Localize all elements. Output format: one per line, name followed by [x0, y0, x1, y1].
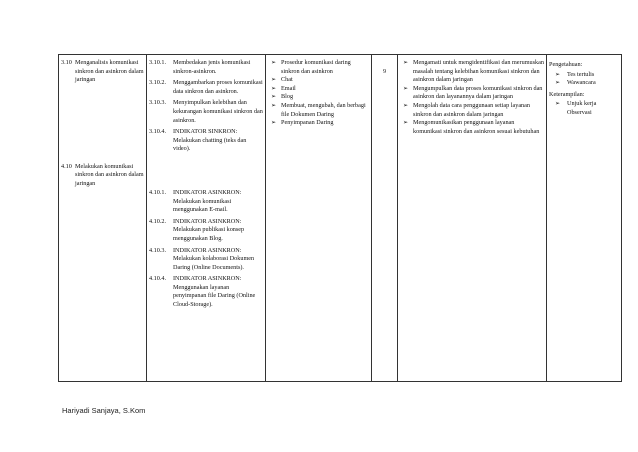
penilaian-item [549, 100, 619, 117]
indikator-number: 3.10.3. [149, 99, 167, 107]
footer-author: Hariyadi Sanjaya, S.Kom [62, 406, 146, 415]
pengetahuan-list [549, 71, 619, 88]
indikator-cell [147, 55, 266, 382]
indikator-text: INDIKATOR ASINKRON: Melakukan publikasi konsep menggunakan Blog. [173, 217, 245, 242]
silabus-table [58, 54, 622, 382]
kegiatan-cell [398, 55, 547, 382]
kompetensi-dasar-cell [59, 55, 147, 382]
kd-item [61, 163, 144, 189]
arrow-bullet-icon: ➢ [555, 71, 561, 78]
materi-text: Penyimpanan Daring [281, 119, 334, 127]
indikator-text: INDIKATOR ASINKRON: Melakukan kolaborasi Dokumen Daring (Online Documents). [173, 246, 255, 271]
kd-text: Menganalisis komunikasi sinkron dan asinkron dalam jaringan [75, 59, 144, 84]
materi-item [268, 102, 369, 119]
indikator-item [149, 59, 263, 76]
pengetahuan-label: Pengetahuan: [549, 61, 583, 68]
kd-number: 4.10 [61, 162, 72, 170]
alokasi-waktu-value: 9 [382, 68, 387, 75]
materi-text: Blog [281, 93, 294, 101]
materi-item [268, 93, 369, 102]
kegiatan-list [400, 59, 544, 136]
materi-cell [266, 55, 372, 382]
arrow-bullet-icon: ➢ [403, 102, 409, 109]
kegiatan-item [400, 85, 544, 102]
penilaian-text: Unjuk kerja Observasi [567, 100, 597, 116]
kegiatan-text: Mengomunikasikan penggunaan layanan komunikasi sinkron dan asinkron sesuai kebutuhan [413, 119, 540, 135]
kd-number: 3.10 [61, 59, 72, 66]
indikator-number: 4.10.4. [149, 275, 167, 283]
keterampilan-list [549, 100, 619, 117]
indikator-number: 4.10.2. [149, 217, 167, 225]
kegiatan-item [400, 119, 544, 136]
kd-text: Melakukan komunikasi sinkron dan asinkron dalam jaringan [75, 162, 144, 187]
kd-item [61, 59, 144, 85]
kegiatan-text: Mengolah data cara penggunaan setiap layanan sinkron dan asinkron dalam jaringan [413, 101, 530, 118]
arrow-bullet-icon: ➢ [403, 60, 409, 66]
materi-item [268, 85, 369, 94]
kegiatan-text: Mengamati untuk mengidentifikasi dan merumuskan masalah tentang kelebihan komunikasi sinkron dan asinkron dalam jaringan [413, 59, 544, 84]
materi-item [268, 76, 369, 85]
indikator-list [149, 59, 263, 310]
arrow-bullet-icon: ➢ [403, 85, 409, 92]
indikator-number: 4.10.3. [149, 246, 167, 254]
indikator-item [149, 99, 263, 125]
arrow-bullet-icon: ➢ [271, 120, 277, 127]
keterampilan-label: Keterampilan: [549, 90, 585, 98]
indikator-text: INDIKATOR ASINKRON: Melakukan komunikasi menggunakan E-mail. [173, 188, 242, 214]
arrow-bullet-icon: ➢ [555, 101, 561, 108]
indikator-item [149, 247, 263, 273]
indikator-item [149, 275, 263, 309]
indikator-text: INDIKATOR ASINKRON: Menggunakan layanan penyimpanan file Daring (Online Cloud-Storage). [173, 275, 256, 309]
table-row [59, 55, 622, 382]
indikator-item [149, 128, 263, 154]
indikator-item [149, 79, 263, 96]
indikator-number: 3.10.2. [149, 79, 167, 87]
materi-item [268, 59, 369, 76]
penilaian-item [549, 71, 619, 80]
kegiatan-text: Mengumpulkan data proses komunikasi sinkron dan asinkron dan layanannya dalam jaringan [413, 84, 543, 101]
arrow-bullet-icon: ➢ [403, 120, 409, 127]
penilaian-item [549, 79, 619, 88]
arrow-bullet-icon: ➢ [271, 94, 277, 101]
indikator-text: INDIKATOR SINKRON: Melakukan chatting (teks dan video). [173, 128, 247, 153]
materi-text: Chat [281, 76, 293, 84]
indikator-number: 3.10.1. [149, 59, 167, 66]
penilaian-text: Tes tertulis [567, 70, 595, 78]
arrow-bullet-icon: ➢ [555, 80, 561, 87]
materi-text: Email [281, 84, 296, 92]
arrow-bullet-icon: ➢ [271, 102, 277, 109]
indikator-number: 4.10.1. [149, 188, 167, 196]
materi-item [268, 119, 369, 128]
penilaian-block [549, 61, 619, 118]
kegiatan-item [400, 59, 544, 85]
materi-text: Prosedur komunikasi daring sinkron dan asinkron [281, 59, 351, 75]
alokasi-waktu-cell [372, 55, 398, 382]
materi-list [268, 59, 369, 128]
indikator-text: Menyimpulkan kelebihan dan kekurangan komunikasi sinkron dan asinkron. [173, 99, 263, 124]
arrow-bullet-icon: ➢ [271, 77, 277, 84]
indikator-number: 3.10.4. [149, 128, 167, 136]
materi-text: Membuat, mengubah, dan berbagi file Dokumen Daring [281, 101, 366, 118]
penilaian-text: Wawancara [567, 79, 596, 87]
penilaian-cell [547, 55, 622, 382]
indikator-item [149, 189, 263, 215]
arrow-bullet-icon: ➢ [271, 60, 277, 66]
kegiatan-item [400, 102, 544, 119]
arrow-bullet-icon: ➢ [271, 85, 277, 92]
indikator-item [149, 218, 263, 244]
indikator-text: Menggambarkan proses komunikasi data sinkron dan asinkron. [173, 79, 263, 95]
indikator-text: Membedakan jenis komunikasi sinkron-asinkron. [173, 59, 251, 75]
